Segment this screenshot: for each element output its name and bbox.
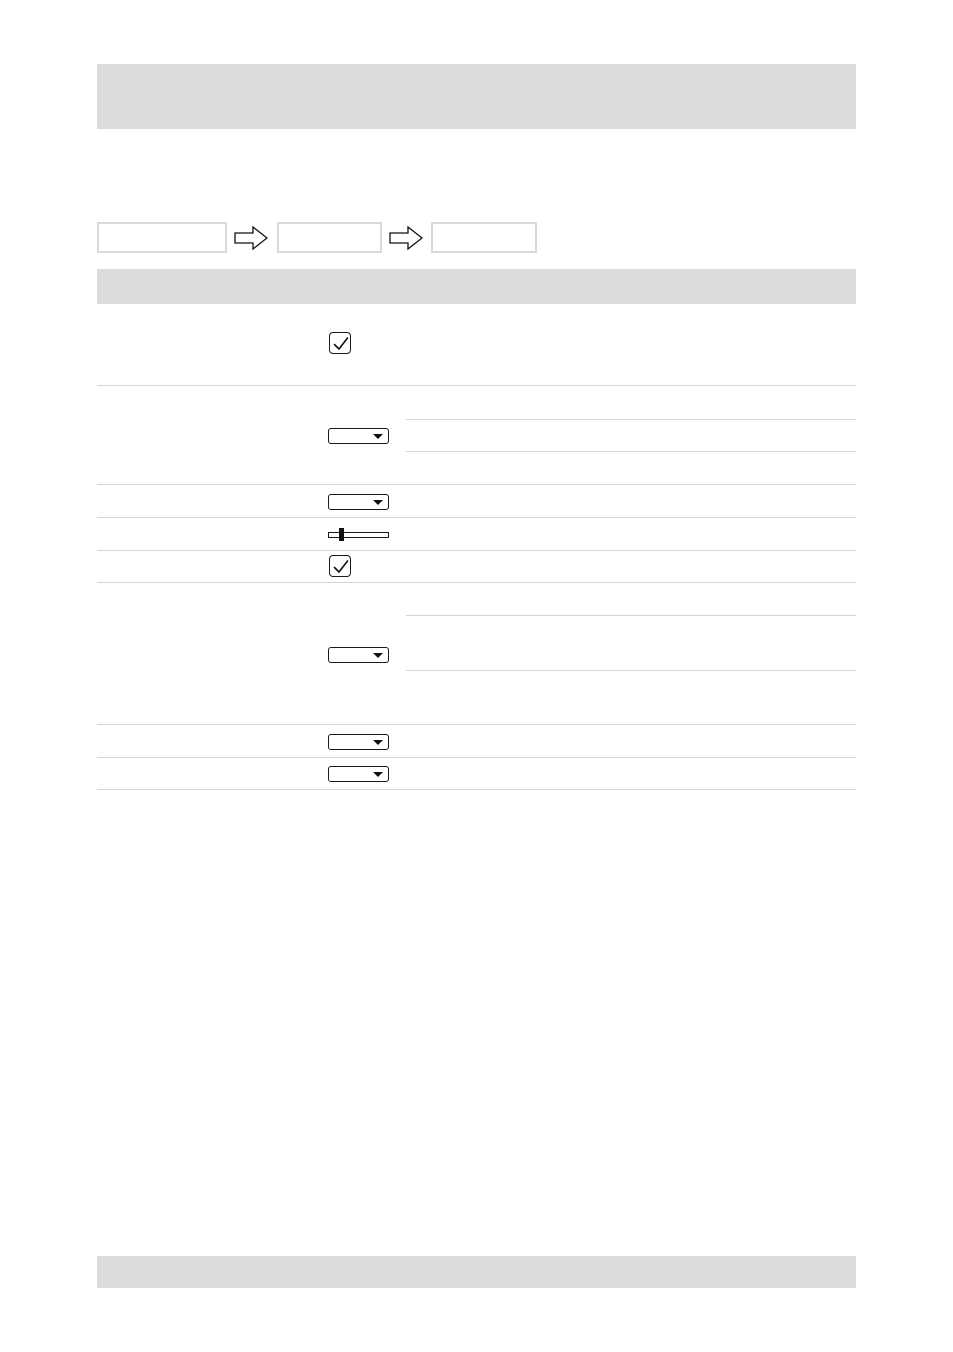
slider-thumb[interactable] xyxy=(339,528,344,541)
sub-row-divider xyxy=(406,451,856,452)
row-divider xyxy=(97,582,856,583)
breadcrumb-item-2[interactable] xyxy=(277,222,382,253)
checkmark-icon xyxy=(330,556,352,578)
breadcrumb-item-3[interactable] xyxy=(431,222,537,253)
table-header-band xyxy=(97,269,856,304)
arrow-right-icon xyxy=(389,226,423,250)
checkmark-icon xyxy=(330,333,352,355)
sub-row-divider xyxy=(406,419,856,420)
setting-dropdown-3[interactable] xyxy=(328,647,389,663)
setting-checkbox-2[interactable] xyxy=(329,555,351,577)
setting-dropdown-2[interactable] xyxy=(328,494,389,510)
sub-row-divider xyxy=(406,670,856,671)
chevron-down-icon xyxy=(373,500,383,505)
row-divider xyxy=(97,517,856,518)
row-divider xyxy=(97,789,856,790)
breadcrumb-item-1[interactable] xyxy=(97,222,227,253)
chevron-down-icon xyxy=(373,740,383,745)
sub-row-divider xyxy=(406,615,856,616)
arrow-right-icon xyxy=(234,226,268,250)
row-divider xyxy=(97,724,856,725)
setting-dropdown-4[interactable] xyxy=(328,734,389,750)
chevron-down-icon xyxy=(373,653,383,658)
row-divider xyxy=(97,484,856,485)
setting-checkbox-1[interactable] xyxy=(329,332,351,354)
setting-slider[interactable] xyxy=(328,532,389,538)
page-header-band xyxy=(97,64,856,129)
setting-dropdown-1[interactable] xyxy=(328,428,389,444)
chevron-down-icon xyxy=(373,434,383,439)
setting-dropdown-5[interactable] xyxy=(328,766,389,782)
page-footer-band xyxy=(97,1256,856,1288)
row-divider xyxy=(97,757,856,758)
row-divider xyxy=(97,550,856,551)
chevron-down-icon xyxy=(373,772,383,777)
row-divider xyxy=(97,385,856,386)
